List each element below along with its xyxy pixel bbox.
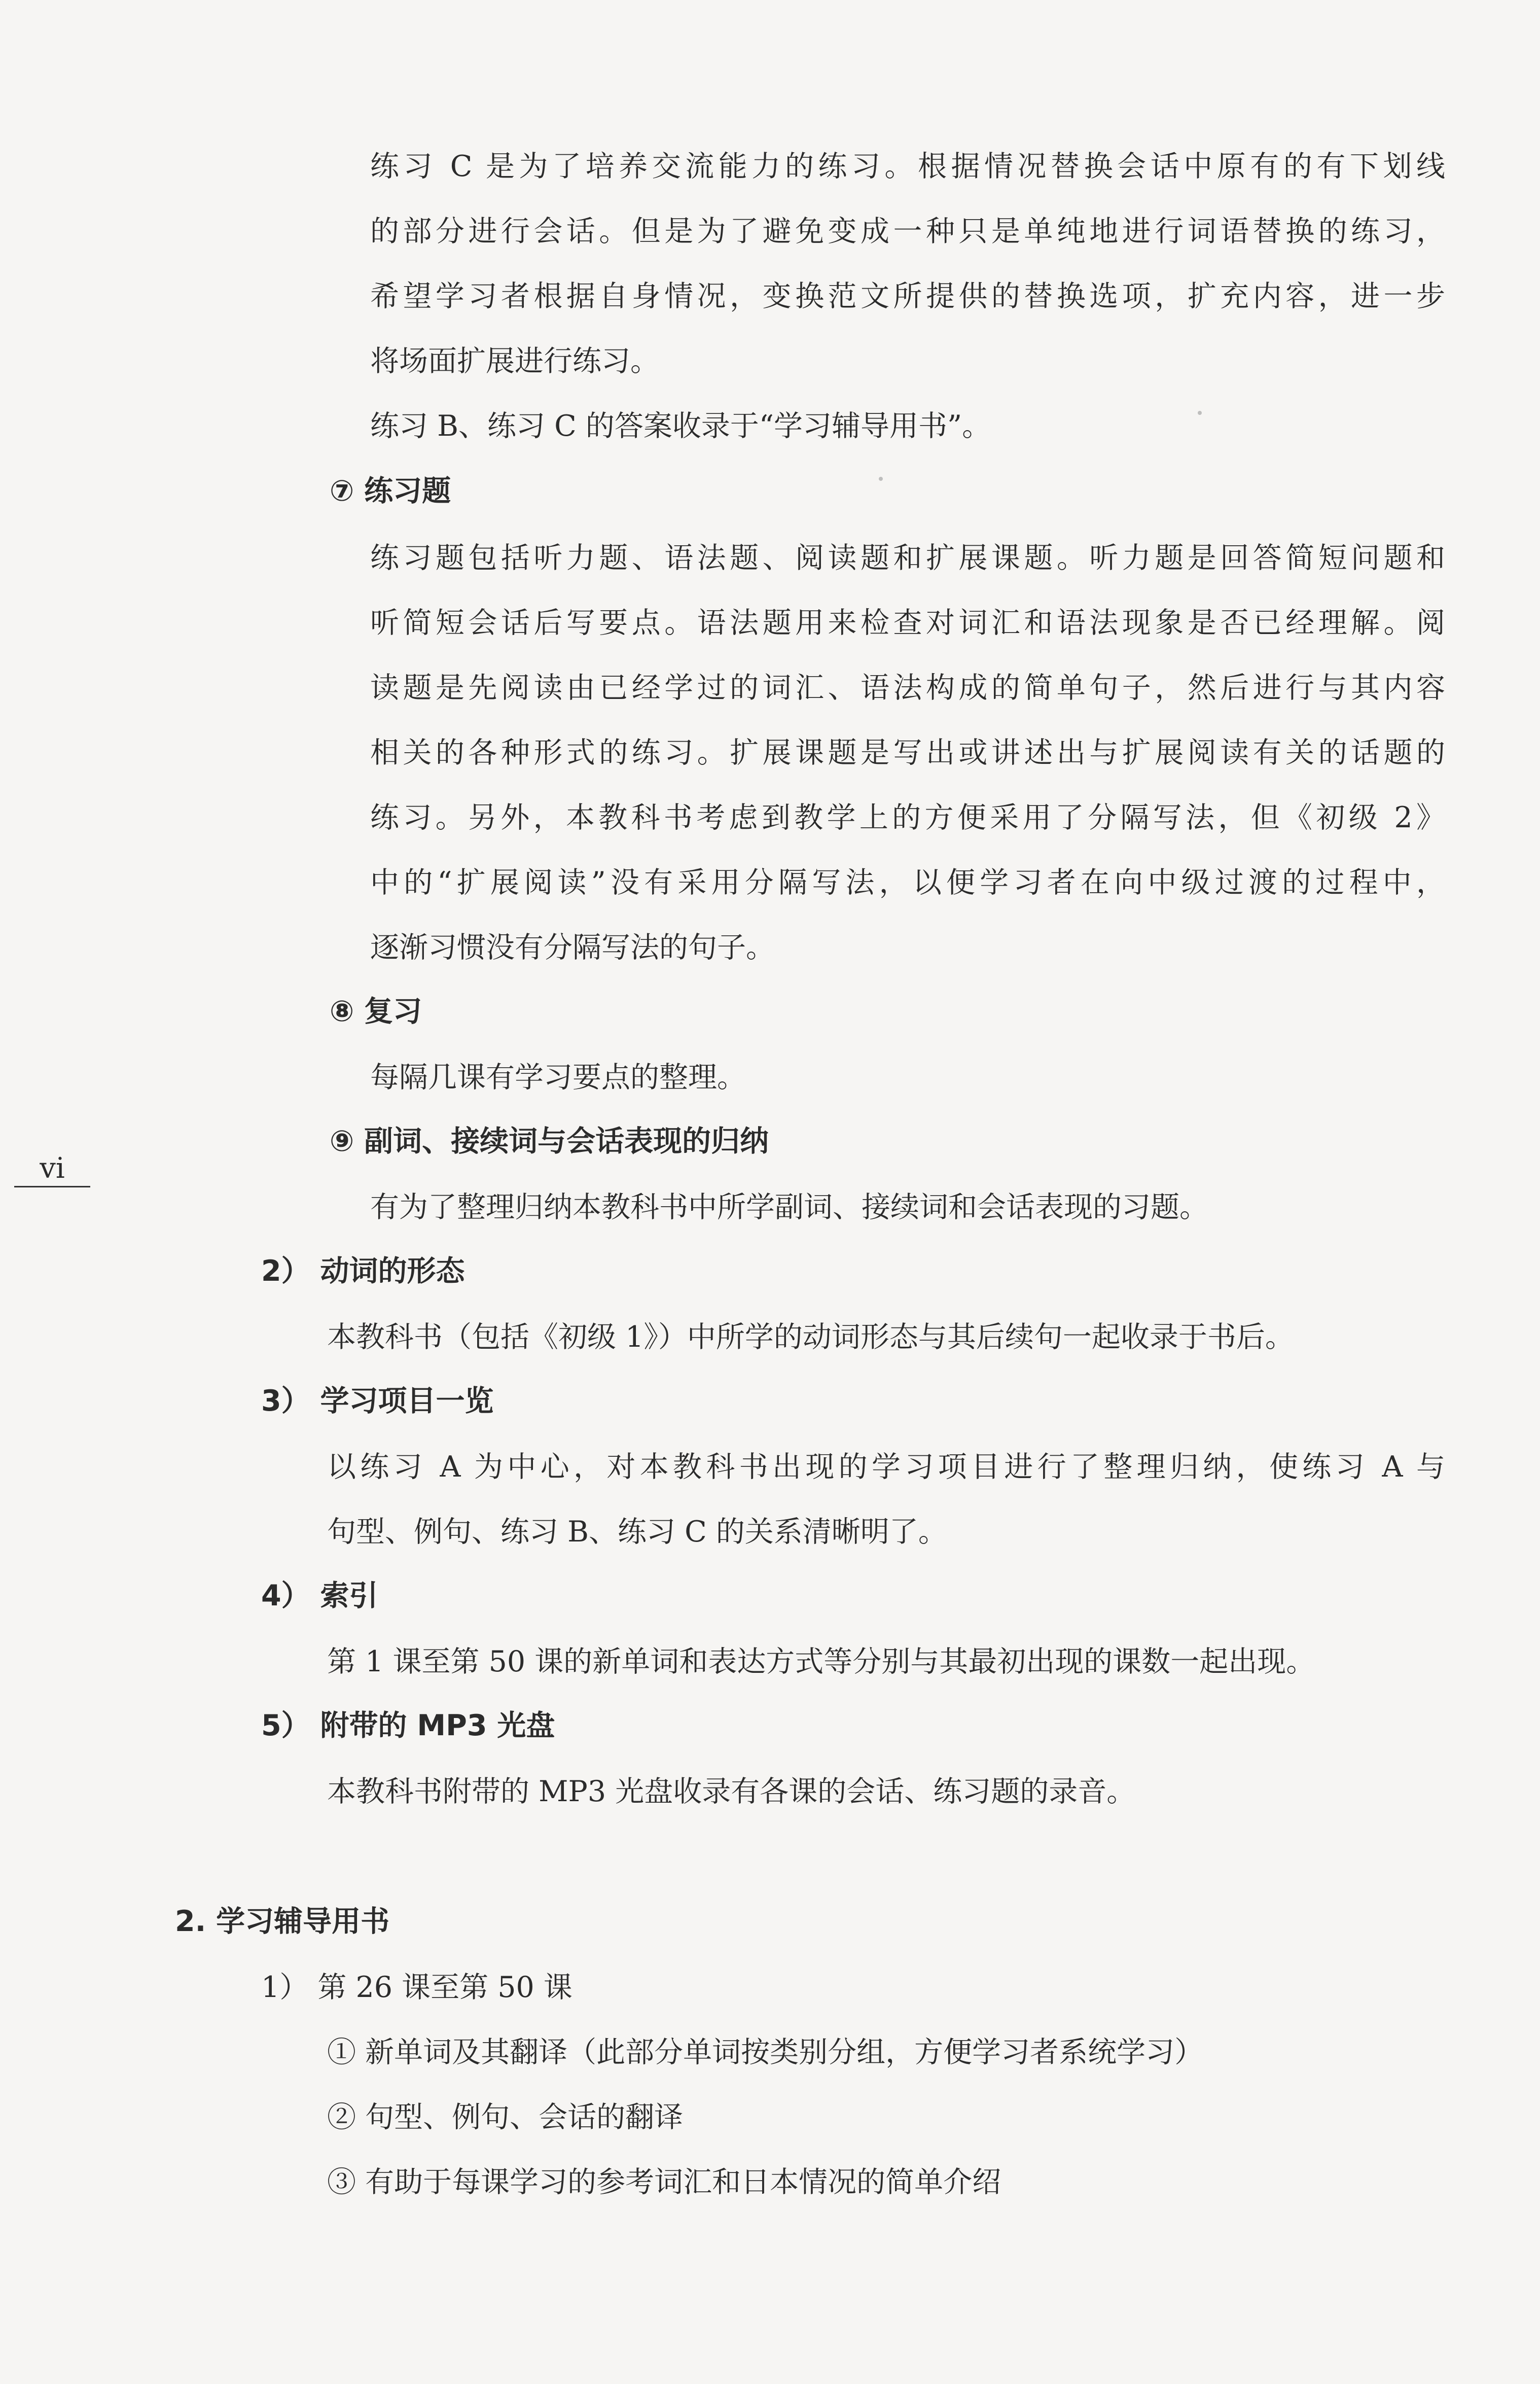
body-line: 本教科书附带的 MP3 光盘收录有各课的会话、练习题的录音。 [327,1775,1136,1808]
body-line: 以练习 A 为中心，对本教科书出现的学习项目进行了整理归纳，使练习 A 与 [327,1450,1445,1484]
body-line: 练习。另外，本教科书考虑到教学上的方便采用了分隔写法，但《初级 2》 [370,801,1445,834]
section-heading: ⑧ 复习 [330,995,422,1028]
section-heading: ⑨ 副词、接续词与会话表现的归纳 [330,1125,769,1158]
body-line: 有为了整理归纳本教科书中所学副词、接续词和会话表现的习题。 [370,1190,1208,1224]
body-line: 将场面扩展进行练习。 [370,344,659,378]
section-heading: 4） 索引 [261,1579,378,1612]
body-line: 第 1 课至第 50 课的新单词和表达方式等分别与其最初出现的课数一起出现。 [327,1645,1315,1678]
body-line: 练习 C 是为了培养交流能力的练习。根据情况替换会话中原有的有下划线 [370,150,1445,183]
scan-speck [879,477,883,481]
section-heading: ⑦ 练习题 [330,474,451,508]
chapter-heading: 2. 学习辅导用书 [175,1905,390,1938]
list-item: ① 新单词及其翻译（此部分单词按类别分组，方便学习者系统学习） [327,2036,1204,2069]
section-heading: 2） 动词的形态 [261,1254,465,1288]
page-number [14,1154,90,1190]
list-item: ③ 有助于每课学习的参考词汇和日本情况的简单介绍 [327,2165,1001,2199]
body-line: 的部分进行会话。但是为了避免变成一种只是单纯地进行词语替换的练习， [370,215,1445,248]
section-heading: 3） 学习项目一览 [261,1384,494,1418]
body-line: 中的“扩展阅读”没有采用分隔写法，以便学习者在向中级过渡的过程中， [370,866,1445,899]
body-line: 读题是先阅读由已经学过的词汇、语法构成的简单句子，然后进行与其内容 [370,671,1445,705]
section-heading: 5） 附带的 MP3 光盘 [261,1709,555,1742]
sub-heading: 1） 第 26 课至第 50 课 [261,1971,572,2004]
body-line: 逐渐习惯没有分隔写法的句子。 [370,931,775,964]
body-line: 练习 B、练习 C 的答案收录于“学习辅导用书”。 [370,409,991,443]
scan-speck [1198,411,1202,415]
body-line: 练习题包括听力题、语法题、阅读题和扩展课题。听力题是回答简短问题和 [370,541,1445,575]
body-line: 希望学习者根据自身情况，变换范文所提供的替换选项，扩充内容，进一步 [370,279,1445,313]
body-line: 句型、例句、练习 B、练习 C 的关系清晰明了。 [327,1515,947,1549]
list-item: ② 句型、例句、会话的翻译 [327,2100,684,2134]
body-line: 听简短会话后写要点。语法题用来检查对词汇和语法现象是否已经理解。阅 [370,606,1445,640]
body-line: 相关的各种形式的练习。扩展课题是写出或讲述出与扩展阅读有关的话题的 [370,736,1445,769]
page-number-rule [14,1186,90,1187]
body-line: 本教科书（包括《初级 1》）中所学的动词形态与其后续句一起收录于书后。 [327,1320,1294,1354]
page-number-text: vi [40,1152,65,1185]
body-line: 每隔几课有学习要点的整理。 [370,1061,746,1094]
